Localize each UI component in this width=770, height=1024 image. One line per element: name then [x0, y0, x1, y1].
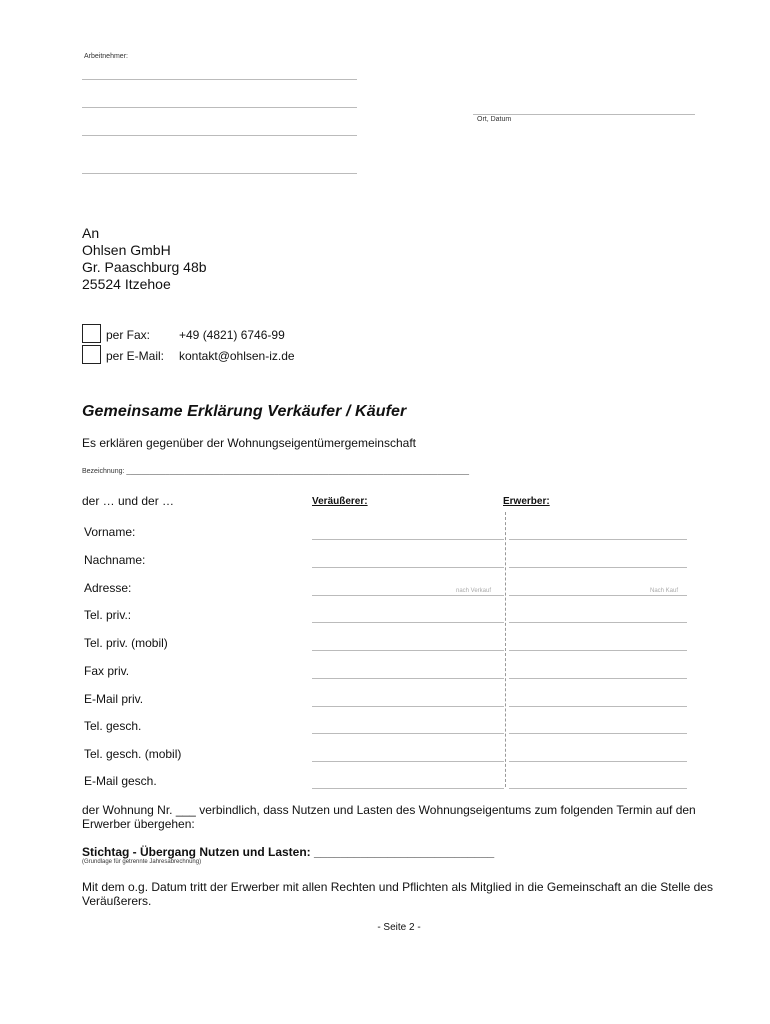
recipient-line: Gr. Paaschburg 48b [82, 259, 207, 275]
sender-line-1[interactable] [82, 79, 357, 80]
recipient-line: 25524 Itzehoe [82, 276, 171, 292]
field-label-fax-private: Fax priv. [84, 664, 130, 678]
email-label: per E-Mail: [106, 349, 165, 363]
seller-field-line[interactable] [312, 539, 504, 540]
buyer-address-hint: Nach Kauf [650, 588, 679, 594]
recipient-address [82, 225, 207, 293]
fax-label: per Fax: [106, 328, 151, 342]
field-label-first-name: Vorname: [84, 525, 136, 539]
seller-header: Veräußerer: [312, 496, 368, 507]
field-label-email-business: E-Mail gesch. [84, 774, 157, 788]
seller-field-line[interactable] [312, 788, 504, 789]
place-date-line[interactable] [473, 114, 695, 115]
fax-checkbox[interactable] [82, 324, 101, 343]
buyer-field-line[interactable] [509, 706, 687, 707]
sender-line-4[interactable] [82, 173, 357, 174]
deadline-label[interactable]: Stichtag - Übergang Nutzen und Lasten: ___________________________ [82, 845, 495, 859]
email-address: kontakt@ohlsen-iz.de [179, 349, 295, 363]
designation-blank[interactable]: ________________________________________________________________________________________ [126, 468, 469, 475]
buyer-field-line[interactable] [509, 650, 687, 651]
seller-field-line[interactable] [312, 706, 504, 707]
buyer-header: Erwerber: [503, 496, 550, 507]
buyer-field-line[interactable] [509, 595, 687, 596]
column-separator [505, 512, 506, 787]
page-number: - Seite 2 - [377, 922, 421, 933]
buyer-field-line[interactable] [509, 567, 687, 568]
field-label-mobile-private: Tel. priv. (mobil) [84, 636, 168, 650]
seller-field-line[interactable] [312, 595, 504, 596]
recipient-line: An [82, 225, 100, 241]
deadline-note: (Grundlage für getrennte Jahresabrechnung) [82, 859, 202, 865]
seller-field-line[interactable] [312, 650, 504, 651]
buyer-field-line[interactable] [509, 761, 687, 762]
seller-field-line[interactable] [312, 678, 504, 679]
closing-text: Mit dem o.g. Datum tritt der Erwerber mit allen Rechten und Pflichten als Mitglied in die Gemeinschaft an die Stelle des Veräußerers. [82, 880, 713, 908]
designation-label: Bezeichnung: [82, 468, 125, 475]
field-label-phone-private: Tel. priv.: [84, 608, 132, 622]
sender-line-2[interactable] [82, 107, 357, 108]
buyer-field-line[interactable] [509, 622, 687, 623]
buyer-field-line[interactable] [509, 733, 687, 734]
apartment-text: der Wohnung Nr. ___ verbindlich, dass Nutzen und Lasten des Wohnungseigentums zum folgenden Termin auf den Erwerber übergehen: [82, 803, 696, 831]
buyer-field-line[interactable] [509, 678, 687, 679]
field-label-mobile-business: Tel. gesch. (mobil) [84, 747, 182, 761]
buyer-field-line[interactable] [509, 788, 687, 789]
field-label-phone-business: Tel. gesch. [84, 719, 142, 733]
document-title: Gemeinsame Erklärung Verkäufer / Käufer [82, 403, 407, 420]
email-checkbox[interactable] [82, 345, 101, 364]
seller-field-line[interactable] [312, 622, 504, 623]
designation-field[interactable] [82, 468, 469, 475]
seller-field-line[interactable] [312, 733, 504, 734]
parties-lead: der … und der … [82, 494, 175, 508]
field-label-last-name: Nachname: [84, 553, 146, 567]
seller-field-line[interactable] [312, 761, 504, 762]
seller-field-line[interactable] [312, 567, 504, 568]
seller-address-hint: nach Verkauf [456, 588, 492, 594]
buyer-field-line[interactable] [509, 539, 687, 540]
fax-number: +49 (4821) 6746-99 [179, 328, 285, 342]
recipient-line: Ohlsen GmbH [82, 242, 171, 258]
intro-text: Es erklären gegenüber der Wohnungseigentümergemeinschaft [82, 436, 416, 450]
sender-line-3[interactable] [82, 135, 357, 136]
field-label-email-private: E-Mail priv. [84, 692, 144, 706]
sender-label: Arbeitnehmer: [84, 53, 128, 60]
place-date-label: Ort, Datum [477, 116, 512, 123]
field-label-address: Adresse: [84, 581, 132, 595]
